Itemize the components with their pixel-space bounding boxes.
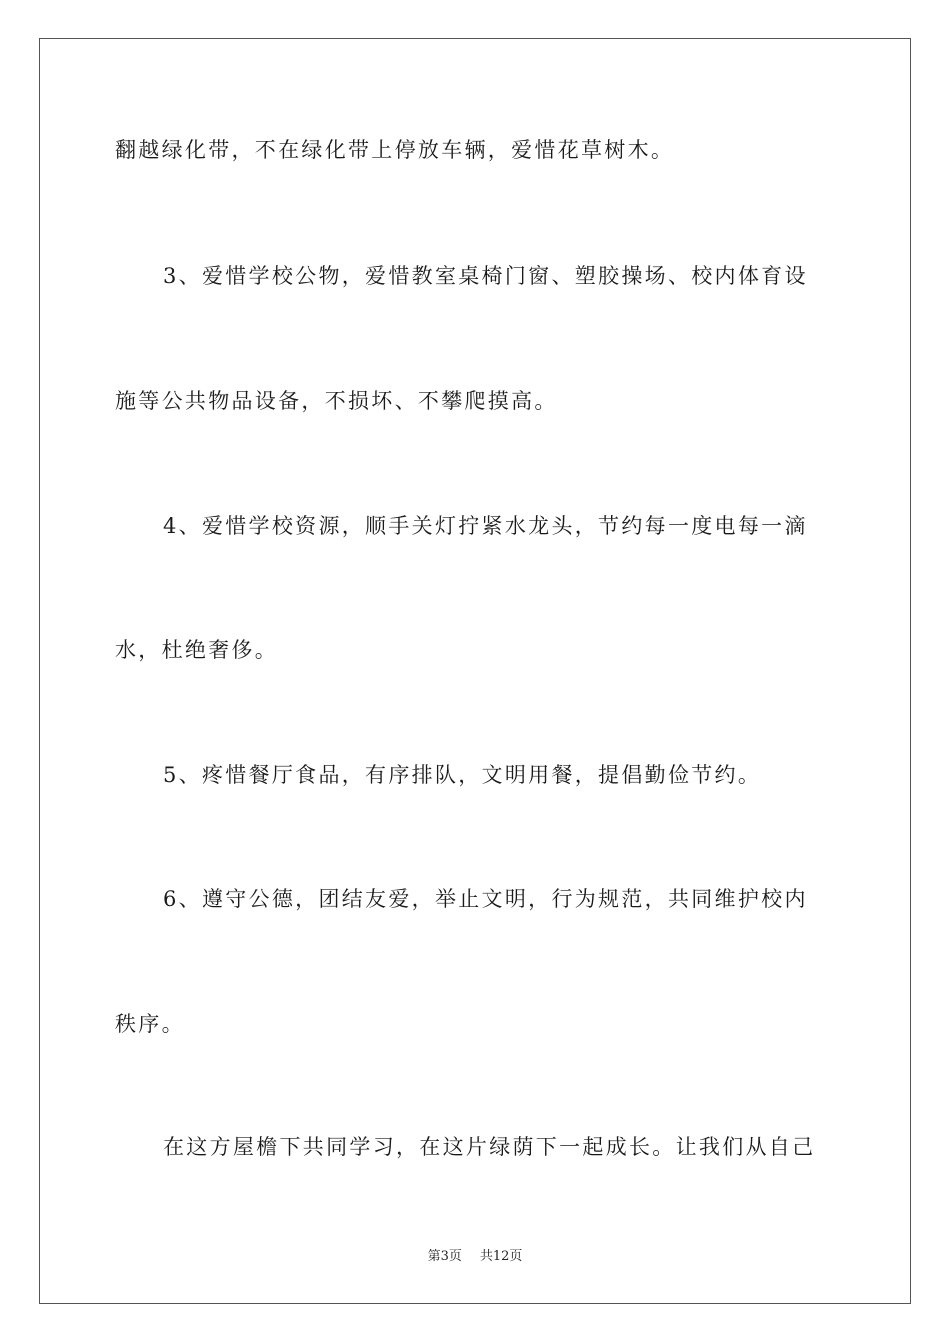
text-line-1: 翻越绿化带，不在绿化带上停放车辆，爱惜花草树木。 — [115, 138, 675, 162]
text-line-8: 秩序。 — [115, 1012, 185, 1036]
text-line-6: 5、疼惜餐厅食品，有序排队，文明用餐，提倡勤俭节约。 — [163, 763, 762, 787]
text-line-2: 3、爱惜学校公物，爱惜教室桌椅门窗、塑胶操场、校内体育设 — [163, 264, 808, 288]
page-total: 共12页 — [479, 1249, 523, 1264]
text-line-3: 施等公共物品设备，不损坏、不攀爬摸高。 — [115, 389, 558, 413]
text-line-5: 水，杜绝奢侈。 — [115, 638, 279, 662]
page-border — [39, 38, 911, 1304]
text-line-7: 6、遵守公德，团结友爱，举止文明，行为规范，共同维护校内 — [163, 887, 808, 911]
text-line-9: 在这方屋檐下共同学习，在这片绿荫下一起成长。让我们从自己 — [163, 1135, 816, 1159]
text-line-4: 4、爱惜学校资源，顺手关灯拧紧水龙头，节约每一度电每一滴 — [163, 514, 808, 538]
page-footer — [0, 1248, 950, 1266]
page-number: 第3页 — [427, 1249, 462, 1264]
